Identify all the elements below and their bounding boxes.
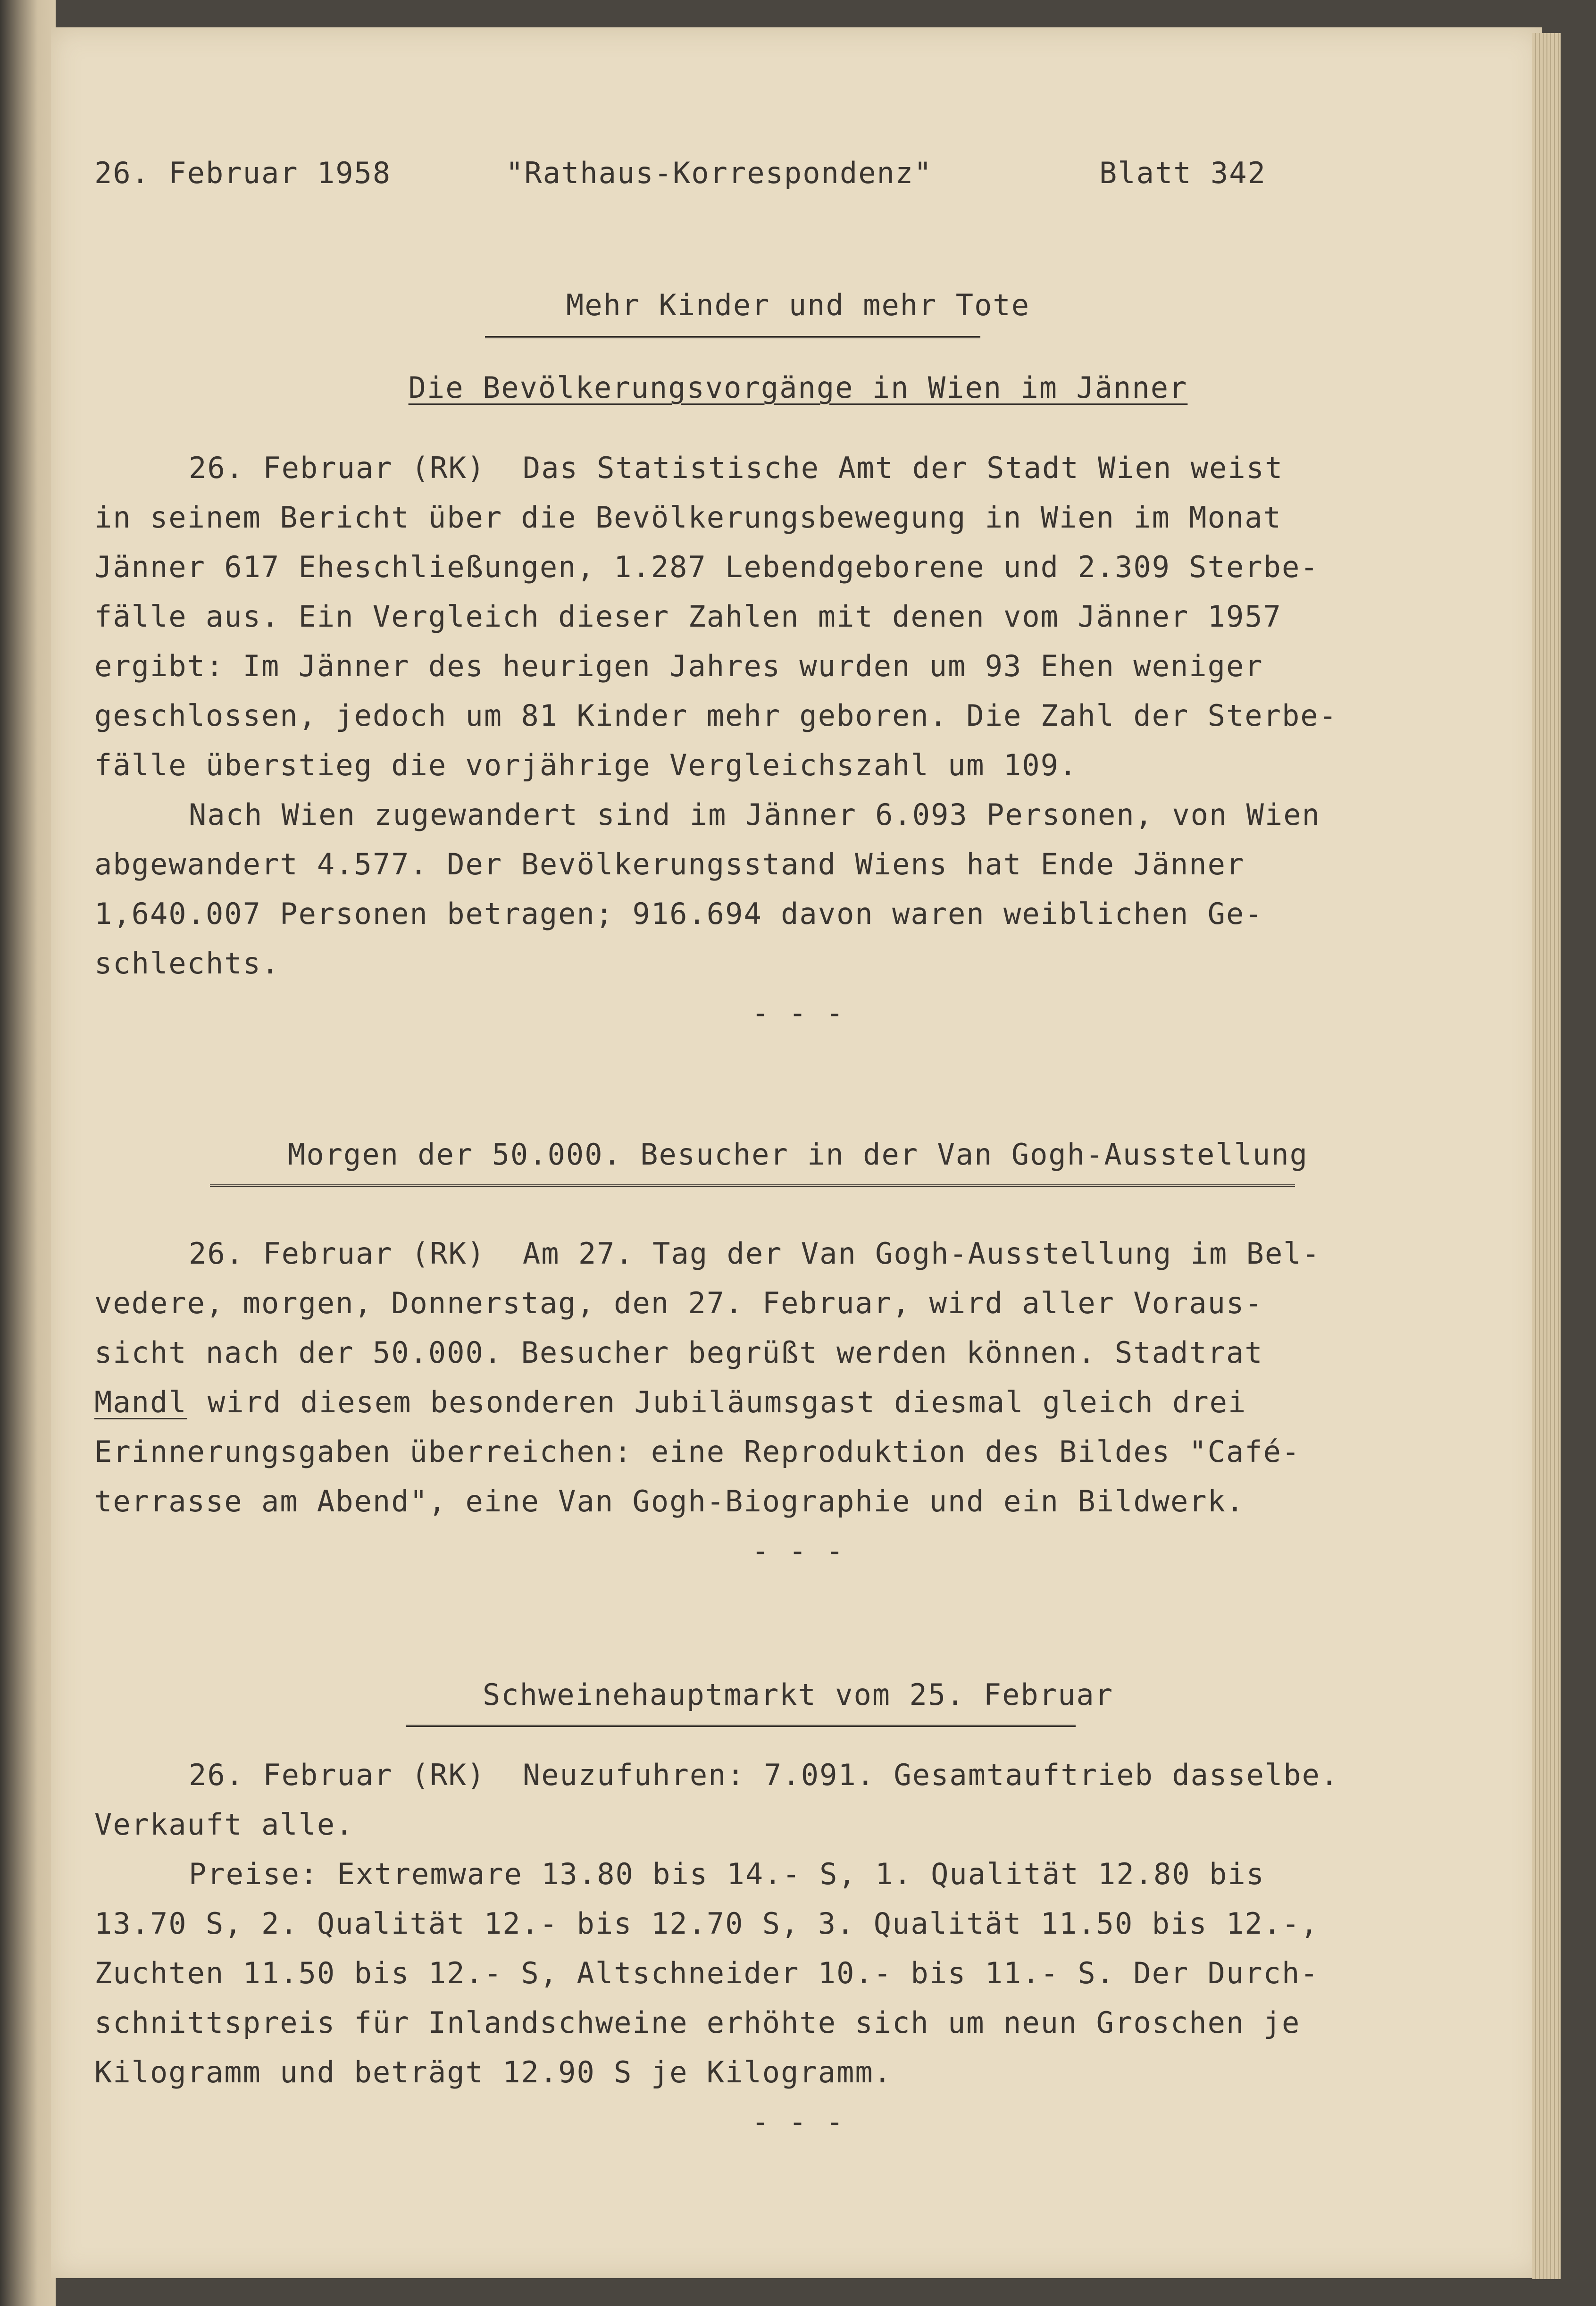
header-sheet-number: Blatt 342 (1099, 156, 1266, 190)
article2-line: wird diesem besonderen Jubiläumsgast diesmal gleich drei (208, 1385, 1247, 1419)
article3-line: 26. Februar (RK) Neuzufuhren: 7.091. Gesamtauftrieb dasselbe. (189, 1758, 1339, 1792)
article1-line: 26. Februar (RK) Das Statistische Amt der Stadt Wien weist (189, 451, 1284, 485)
article2-line: Erinnerungsgaben überreichen: eine Reproduktion des Bildes "Café- (94, 1434, 1301, 1469)
article1-separator: - - - (752, 996, 844, 1030)
article3-title: Schweinehauptmarkt vom 25. Februar (482, 1677, 1114, 1712)
header-publication: "Rathaus-Korrespondenz" (506, 156, 933, 190)
article2-line: 26. Februar (RK) Am 27. Tag der Van Gogh-Ausstellung im Bel- (189, 1236, 1320, 1271)
article1-title: Mehr Kinder und mehr Tote (566, 288, 1030, 322)
article3-line: Preise: Extremware 13.80 bis 14.- S, 1. Qualität 12.80 bis (189, 1857, 1265, 1891)
article2-separator: - - - (752, 1534, 844, 1568)
article3-line: Verkauft alle. (94, 1807, 354, 1842)
article1-line: Nach Wien zugewandert sind im Jänner 6.093 Personen, von Wien (189, 797, 1320, 832)
article3-title-rule (406, 1725, 1076, 1732)
article1-line: 1,640.007 Personen betragen; 916.694 davon waren weiblichen Ge- (94, 897, 1263, 931)
article3-separator: - - - (752, 2105, 844, 2139)
header-date: 26. Februar 1958 (94, 156, 392, 190)
article1-line: abgewandert 4.577. Der Bevölkerungsstand Wiens hat Ende Jänner (94, 847, 1245, 881)
article2-line: vedere, morgen, Donnerstag, den 27. Februar, wird aller Voraus- (94, 1286, 1263, 1320)
article1-line: fälle aus. Ein Vergleich dieser Zahlen mit denen vom Jänner 1957 (94, 599, 1282, 634)
article2-line: sicht nach der 50.000. Besucher begrüßt werden können. Stadtrat (94, 1335, 1263, 1370)
article3-line: Kilogramm und beträgt 12.90 S je Kilogramm. (94, 2055, 893, 2089)
article1-line: ergibt: Im Jänner des heurigen Jahres wurden um 93 Ehen weniger (94, 649, 1263, 683)
article3-line: Zuchten 11.50 bis 12.- S, Altschneider 10.- bis 11.- S. Der Durch- (94, 1956, 1319, 1990)
article3-line: 13.70 S, 2. Qualität 12.- bis 12.70 S, 3. Qualität 11.50 bis 12.-, (94, 1906, 1319, 1941)
article1-line: in seinem Bericht über die Bevölkerungsbewegung in Wien im Monat (94, 500, 1282, 535)
article1-line: schlechts. (94, 946, 280, 981)
article2-line: terrasse am Abend", eine Van Gogh-Biographie und ein Bildwerk. (94, 1484, 1245, 1518)
article1-line: fälle überstieg die vorjährige Vergleichszahl um 109. (94, 748, 1078, 782)
stadtrat-name: Mandl (94, 1385, 187, 1419)
article1-line: Jänner 617 Eheschließungen, 1.287 Lebendgeborene und 2.309 Sterbe- (94, 550, 1319, 584)
article1-line: geschlossen, jedoch um 81 Kinder mehr geboren. Die Zahl der Sterbe- (94, 698, 1337, 733)
article2-title-rule (210, 1184, 1295, 1191)
article1-title-rule (485, 336, 980, 343)
article3-line: schnittspreis für Inlandschweine erhöhte sich um neun Groschen je (94, 2005, 1301, 2040)
article2-title: Morgen der 50.000. Besucher in der Van Gogh-Ausstellung (288, 1137, 1308, 1172)
article1-subtitle: Die Bevölkerungsvorgänge in Wien im Jänner (408, 370, 1188, 405)
